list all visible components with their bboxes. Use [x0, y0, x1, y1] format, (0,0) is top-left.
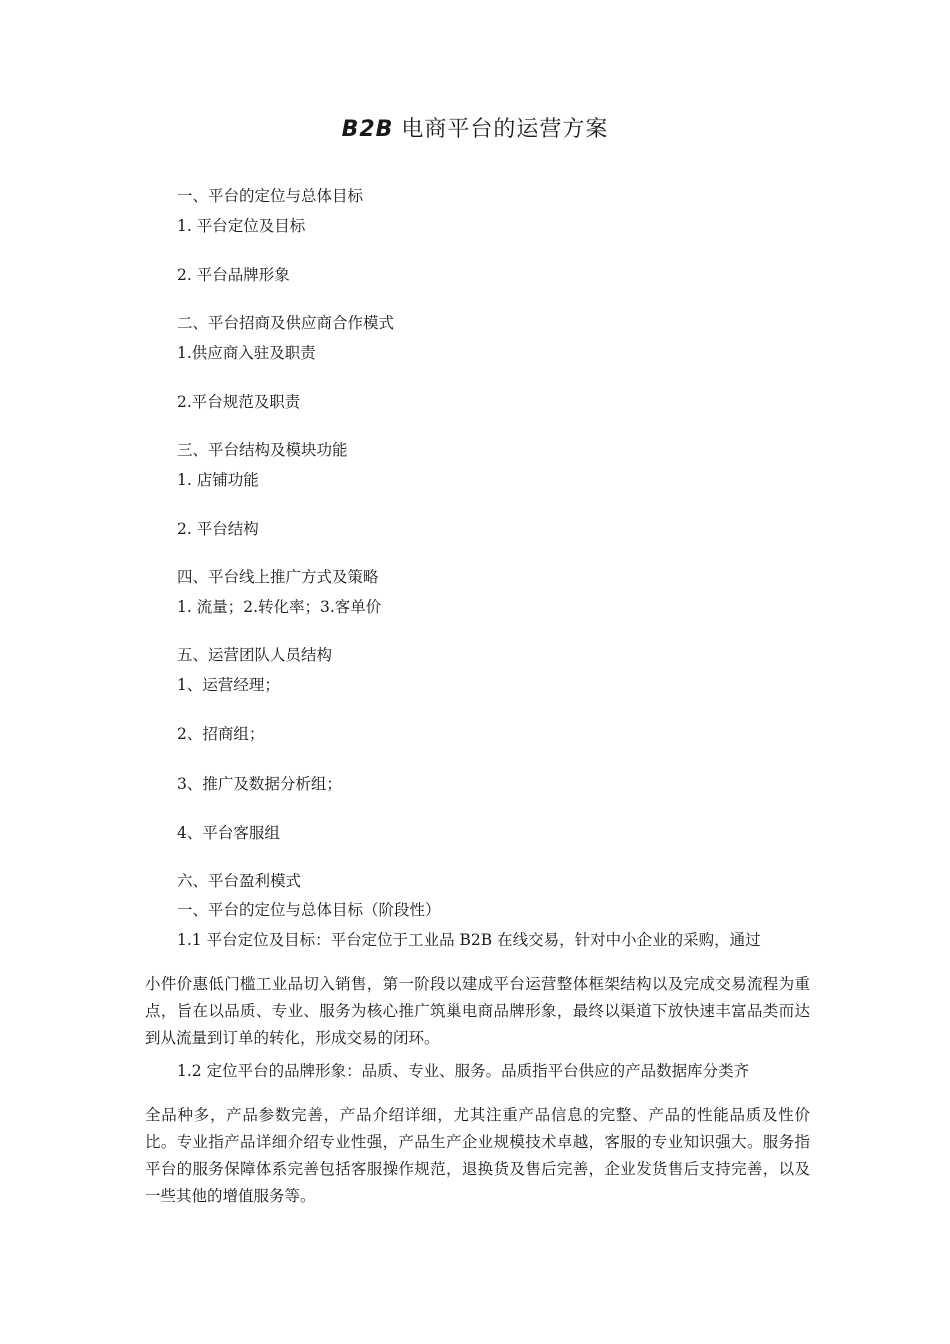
outline-item: 4、平台客服组: [177, 824, 280, 842]
title-text: 电商平台的运营方案: [393, 117, 609, 142]
outline-item: 1. 流量；2.转化率；3.客单价: [177, 598, 382, 616]
outline-item: 1. 平台定位及目标: [177, 217, 306, 235]
outline-item: 3、推广及数据分析组；: [177, 775, 342, 793]
section-heading-body: 一、平台的定位与总体目标（阶段性）: [177, 901, 441, 919]
outline-item: 1. 店铺功能: [177, 471, 259, 489]
outline-item: 2. 平台结构: [177, 520, 259, 538]
outline-item: 1、运营经理；: [177, 676, 280, 694]
paragraph-1-first-line: 1.1 平台定位及目标：平台定位于工业品 B2B 在线交易，针对中小企业的采购，通过: [177, 931, 761, 949]
outline-item: 2.平台规范及职责: [177, 393, 301, 411]
outline-item: 2、招商组；: [177, 725, 265, 743]
section-heading-2: 二、平台招商及供应商合作模式: [177, 314, 395, 332]
outline-item: 2. 平台品牌形象: [177, 266, 290, 284]
section-heading-5: 五、运营团队人员结构: [177, 646, 333, 664]
section-heading-4: 四、平台线上推广方式及策略: [177, 568, 379, 586]
paragraph-2-body: 全品种多，产品参数完善，产品介绍详细，尤其注重产品信息的完整、产品的性能品质及性价比。专业指产品详细介绍专业性强，产品生产企业规模技术卓越，客服的专业知识强大。服务指平台的服务保障体系完善包括客服操作规范，退换货及售后完善，企业发货售后支持完善，以及一些其他的增值服务等。: [145, 1106, 810, 1205]
paragraph-2-first-line: 1.2 定位平台的品牌形象：品质、专业、服务。品质指平台供应的产品数据库分类齐: [177, 1062, 750, 1080]
title-prefix: B2B: [341, 117, 394, 142]
outline-item: 1.供应商入驻及职责: [177, 344, 316, 362]
section-heading-3: 三、平台结构及模块功能: [177, 441, 348, 459]
section-heading-1: 一、平台的定位与总体目标: [177, 187, 364, 205]
section-heading-6: 六、平台盈利模式: [177, 872, 302, 890]
paragraph-1-body: 小件价惠低门槛工业品切入销售，第一阶段以建成平台运营整体框架结构以及完成交易流程为重点，旨在以品质、专业、服务为核心推广筑巢电商品牌形象，最终以渠道下放快速丰富品类而达到从流量到订单的转化，形成交易的闭环。: [145, 975, 810, 1047]
document-title: [0, 112, 950, 143]
